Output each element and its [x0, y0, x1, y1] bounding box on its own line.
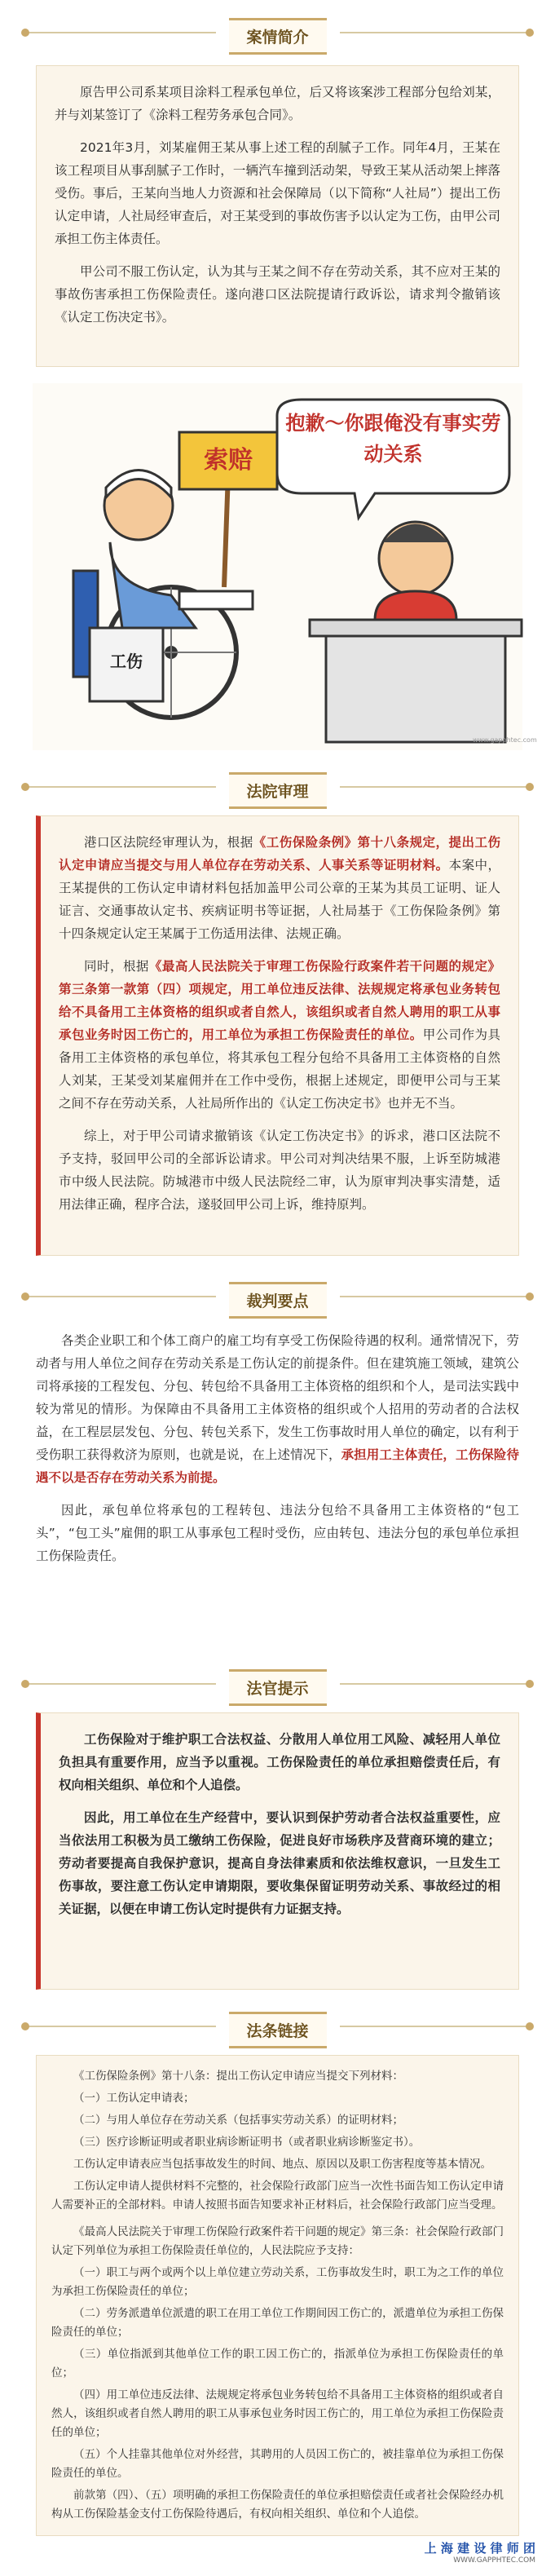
section-title-case: 案情简介 — [228, 18, 326, 55]
ruling-paragraph-2: 因此，承包单位将承包的工程转包、违法分包给不具备用工主体资格的“包工头”，“包工头”雇佣的职工从事承包工程时受伤，应由转包、违法分包的承包单位承担工伤保险责任。 — [36, 1503, 519, 1563]
law-line-4: （三）医疗诊断证明或者职业病诊断证明书（或者职业病诊断鉴定书）。 — [73, 2136, 421, 2149]
law-line-13: 前款第（四）、（五）项明确的承担工伤保险责任的单位承担赔偿责任或者社会保险经办机构从工伤保险基金支付工伤保险待遇后，有权向相关组织、单位和个人追偿。 — [51, 2489, 504, 2521]
law-line-8: （一）职工与两个或两个以上单位建立劳动关系，工伤事故发生时，职工为之工作的单位为承担工伤保险责任的单位； — [51, 2266, 504, 2298]
cartoon-svg — [33, 383, 537, 750]
law-line-12: （五）个人挂靠其他单位对外经营，其聘用的人员因工伤亡的，被挂靠单位为承担工伤保险责任的单位。 — [51, 2448, 504, 2480]
cartoon-source: www.gapphtec.com — [473, 736, 537, 744]
law-box — [36, 2055, 519, 2536]
section-header-trial — [0, 762, 555, 811]
claim-sign-text: 索赔 — [204, 446, 253, 475]
watermark-logo: 上 海 建 设 律 师 团 WWW.GAPPHTEC.COM — [424, 2541, 535, 2565]
cartoon-illustration — [33, 383, 537, 750]
law-line-9: （二）劳务派遣单位派遣的职工在用工单位工作期间因工伤亡的，派遣单位为承担工伤保险责任的单位； — [51, 2307, 504, 2339]
trial-box — [36, 815, 519, 1256]
section-title-ruling: 裁判要点 — [228, 1282, 326, 1319]
section-header-law — [0, 2002, 555, 2051]
ruling-paragraph-1: 各类企业职工和个体工商户的雇工均有享受工伤保险待遇的权利。通常情况下，劳动者与用人单位之间存在劳动关系是工伤认定的前提条件。但在建筑施工领域，建筑公司将承接的工程发包、分包、转包给不具备用工主体资格的组织和个人，是司法实践中较为常见的情形。为保障由不具备用工主体资格的组织或个人招用的劳动者的合法权益，在工程层层发包、分包、转包关系下，发生工伤事故时用人单位的确定，以有利于受伤职工获得救济为原则，也就是说，在上述情况下，承担用工主体责任，工伤保险待遇不以是否存在劳动关系为前提。 — [36, 1333, 519, 1485]
section-title-trial: 法院审理 — [228, 772, 326, 809]
case-paragraph-2: 2021年3月，刘某雇佣王某从事上述工程的刮腻子工作。同年4月，王某在该工程项目从事刮腻子工作时，一辆汽车撞到活动架，导致王某从活动架上摔落受伤。事后，王某向当地人力资源和社会保障局（以下简称“人社局”）提出工伤认定申请，人社局经审查后，对王某受到的事故伤害予以认定为工伤，由甲公司承担工伤主体责任。 — [55, 140, 500, 246]
trial-paragraph-3: 综上，对于甲公司请求撤销该《认定工伤决定书》的诉求，港口区法院不予支持，驳回甲公司的全部诉讼请求。甲公司对判决结果不服，上诉至防城港市中级人民法院。防城港市中级人民法院经二审，认为原审判决事实清楚，适用法律正确，程序合法，遂驳回甲公司上诉，维持原判。 — [59, 1129, 500, 1212]
law-line-1: 《工伤保险条例》第十八条：提出工伤认定申请应当提交下列材料： — [73, 2070, 403, 2083]
law-line-6: 工伤认定申请人提供材料不完整的，社会保险行政部门应当一次性书面告知工伤认定申请人需要补正的全部材料。申请人按照书面告知要求补正材料后，社会保险行政部门应当受理。 — [51, 2180, 504, 2211]
law-line-7: 《最高人民法院关于审理工伤保险行政案件若干问题的规定》第三条：社会保险行政部门认定下列单位为承担工伤保险责任单位的，人民法院应予支持： — [51, 2225, 504, 2257]
case-paragraph-3: 甲公司不服工伤认定，认为其与王某之间不存在劳动关系，其不应对王某的事故伤害承担工伤保险责任。遂向港口区法院提请行政诉讼，请求判令撤销该《认定工伤决定书》。 — [55, 264, 500, 325]
section-header-ruling — [0, 1272, 555, 1321]
law-line-3: （二）与用人单位存在劳动关系（包括事实劳动关系）的证明材料； — [73, 2114, 403, 2127]
judge-tip-box — [36, 1712, 519, 1990]
section-header-case — [0, 8, 555, 57]
law-line-5: 工伤认定申请表应当包括事故发生的时间、地点、原因以及职工伤害程度等基本情况。 — [73, 2158, 491, 2171]
speech-bubble-text: 抱歉～你跟俺没有事实劳动关系 — [285, 412, 501, 466]
trial-paragraph-1: 港口区法院经审理认为，根据《工伤保险条例》第十八条规定，提出工伤认定申请应当提交与用人单位存在劳动关系、人事关系等证明材料。本案中，王某提供的工伤认定申请材料包括加盖甲公司公章的王某为其员工证明、证人证言、交通事故认定书、疾病证明书等证据，人社局基于《工伤保险条例》第十四条规定认定王某属于工伤适用法律、法规正确。 — [59, 835, 500, 941]
judge-paragraph-2: 因此，用工单位在生产经营中，要认识到保护劳动者合法权益重要性，应当依法用工积极为员工缴纳工伤保险，促进良好市场秩序及营商环境的建立；劳动者要提高自我保护意识，提高自身法律素质和依法维权意识，一旦发生工伤事故，要注意工伤认定申请期限，要收集保留证明劳动关系、事故经过的相关证据，以便在申请工伤认定时提供有力证据支持。 — [59, 1810, 500, 1916]
law-line-2: （一）工伤认定申请表； — [73, 2092, 195, 2105]
section-header-judge — [0, 1659, 555, 1708]
section-title-law: 法条链接 — [228, 2012, 326, 2048]
ruling-text — [36, 1329, 519, 1577]
section-title-judge: 法官提示 — [228, 1669, 326, 1706]
judge-paragraph-1: 工伤保险对于维护职工合法权益、分散用人单位用工风险、减轻用人单位负担具有重要作用，应当予以重视。工伤保险责任的单位承担赔偿责任后，有权向相关组织、单位和个人追偿。 — [59, 1732, 500, 1792]
chair-label: 工伤 — [110, 652, 143, 671]
law-line-10: （三）单位指派到其他单位工作的职工因工伤亡的，指派单位为承担工伤保险责任的单位； — [51, 2348, 504, 2379]
case-paragraph-1: 原告甲公司系某项目涂料工程承包单位，后又将该案涉工程部分包给刘某，并与刘某签订了《涂料工程劳务承包合同》。 — [55, 85, 500, 122]
law-line-11: （四）用工单位违反法律、法规规定将承包业务转包给不具备用工主体资格的组织或者自然人，该组织或者自然人聘用的职工从事承包业务时因工伤亡的，用工单位为承担工伤保险责任的单位； — [51, 2388, 504, 2439]
case-summary-box — [36, 65, 519, 367]
trial-paragraph-2: 同时，根据《最高人民法院关于审理工伤保险行政案件若干问题的规定》第三条第一款第（四）项规定，用工单位违反法律、法规规定将承包业务转包给不具备用工主体资格的组织或者自然人，该组织或者自然人聘用的职工从事承包业务时因工伤亡的，用工单位为承担工伤保险责任的单位。甲公司作为具备用工主体资格的承包单位，将其承包工程分包给不具备用工主体资格的自然人刘某，王某受刘某雇佣并在工作中受伤，根据上述规定，即便甲公司与王某之间不存在劳动关系，人社局所作出的《认定工伤决定书》也并无不当。 — [59, 959, 500, 1111]
